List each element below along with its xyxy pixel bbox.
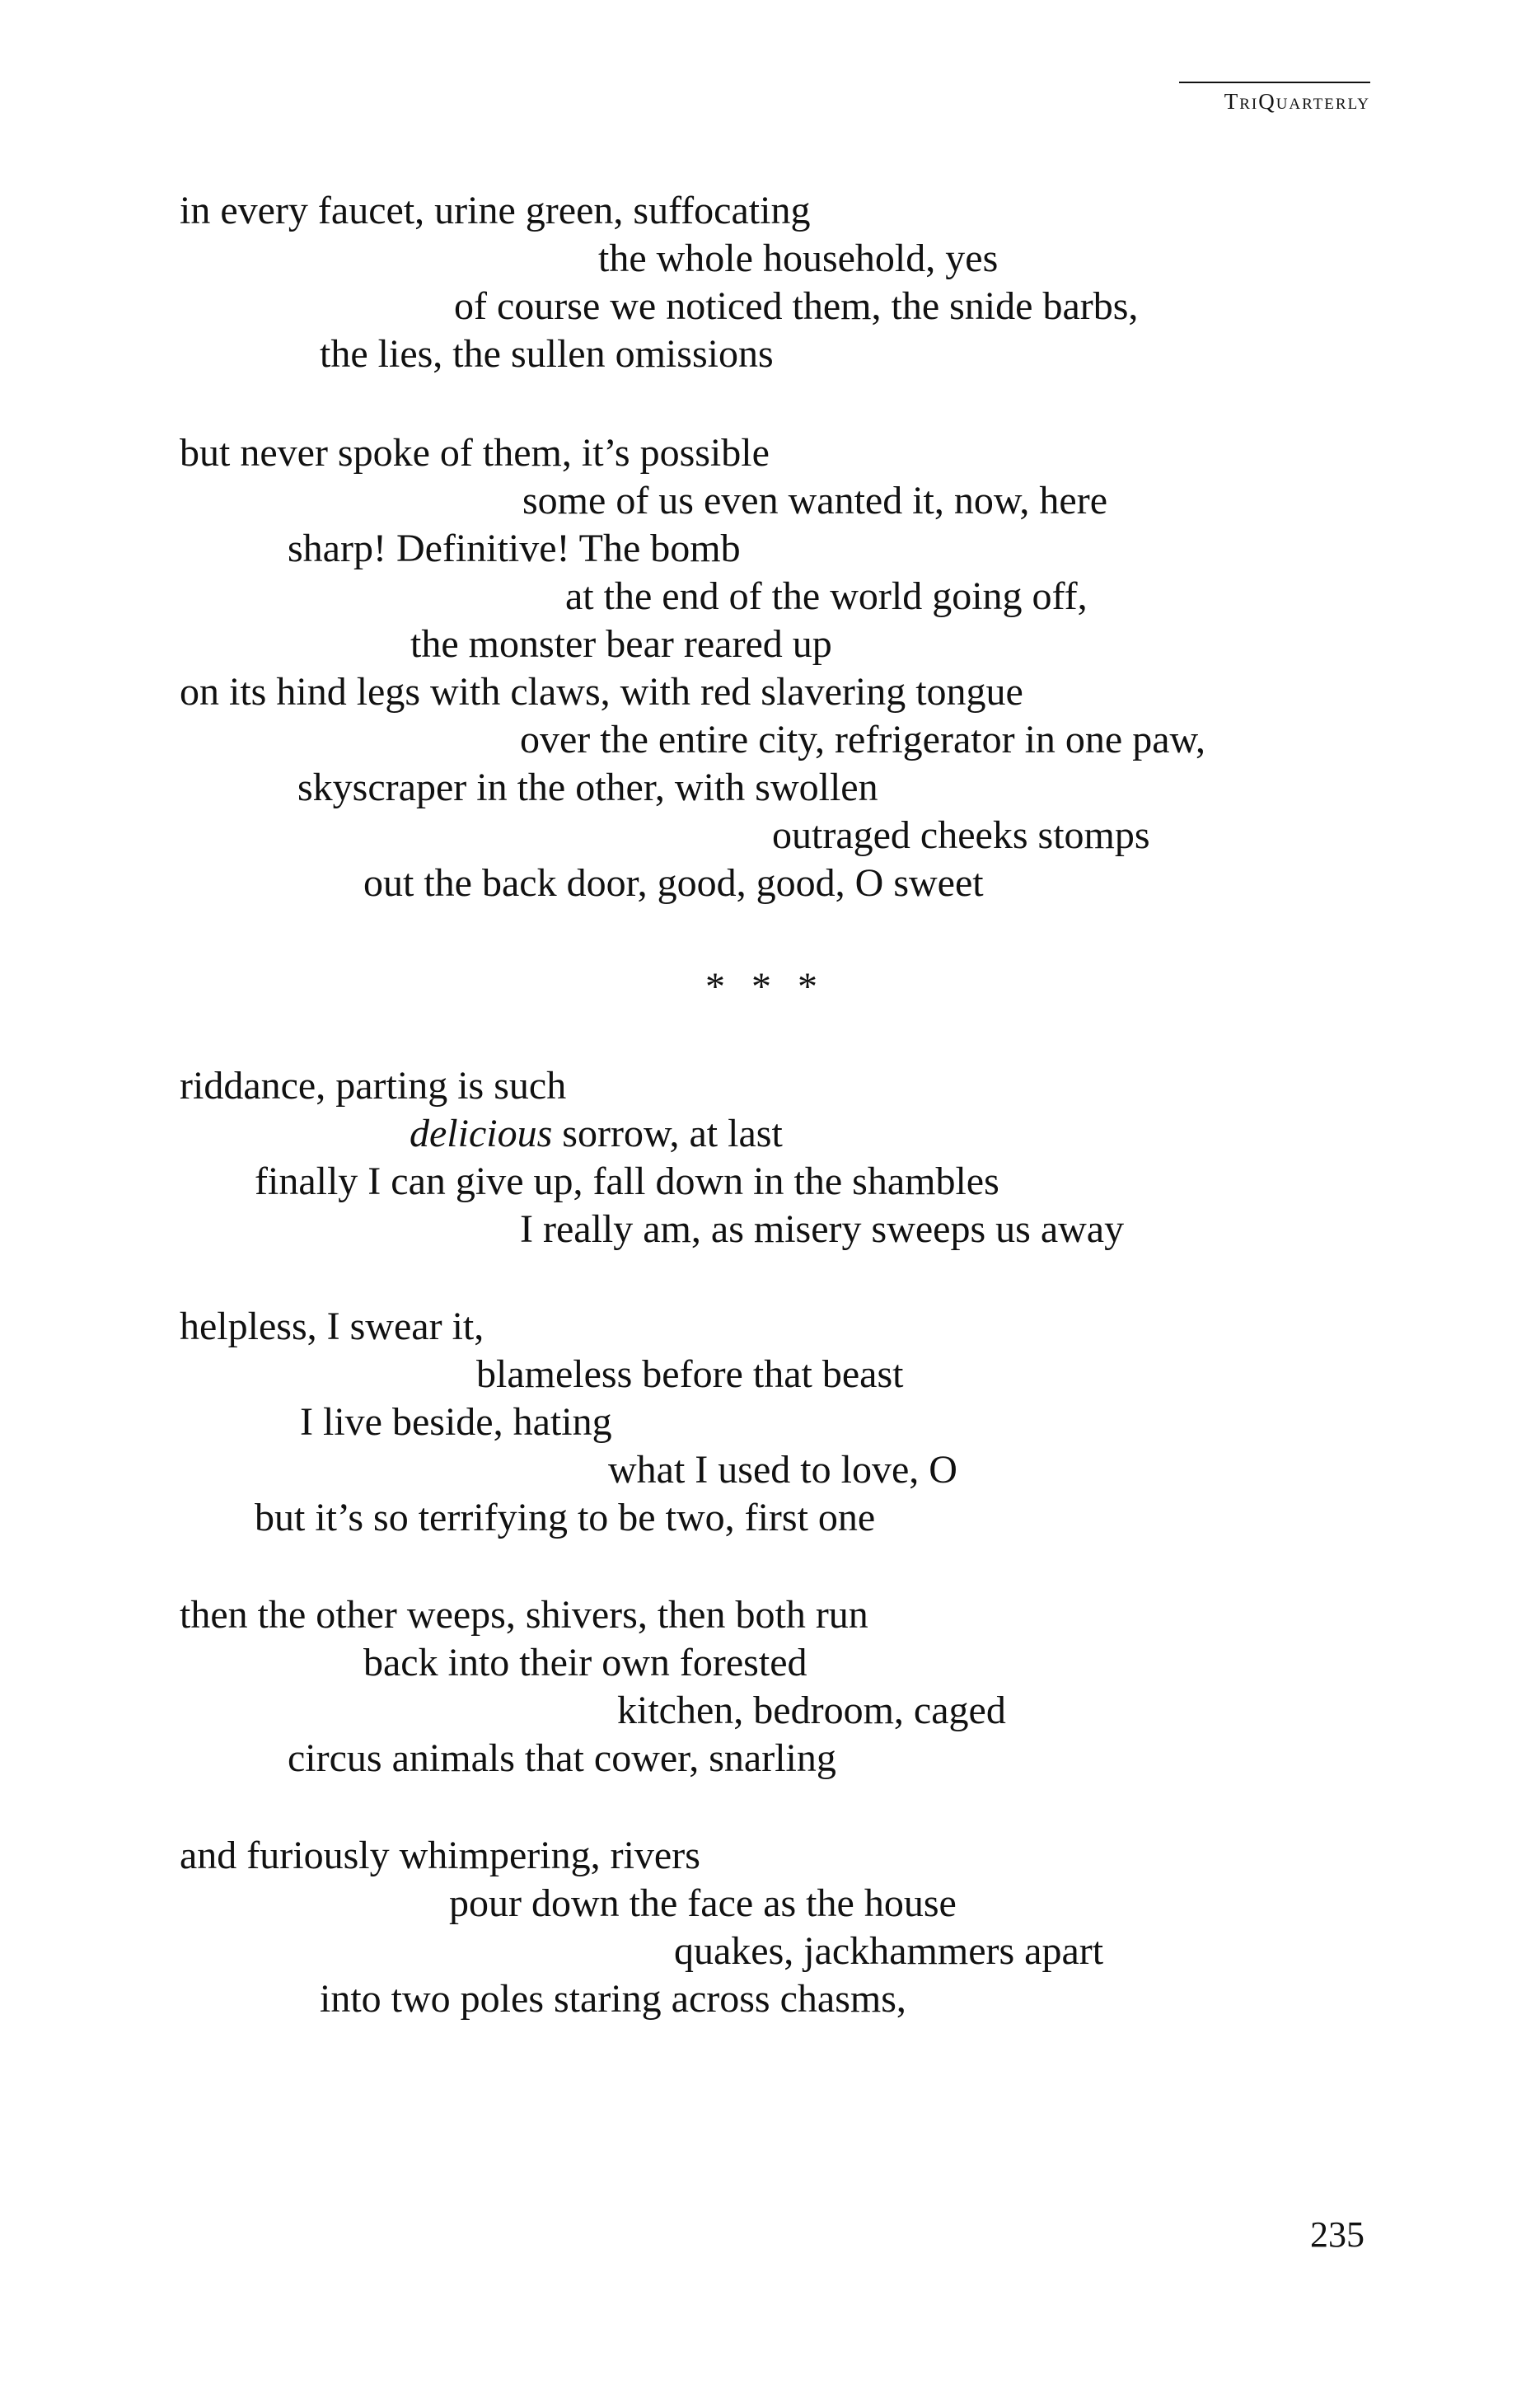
header-rule xyxy=(1179,82,1370,83)
poem-line: I live beside, hating xyxy=(300,1400,612,1444)
poem-line: outraged cheeks stomps xyxy=(772,813,1150,857)
section-break: * * * xyxy=(705,965,826,1009)
poem-line: helpless, I swear it, xyxy=(180,1305,484,1348)
poem-line: into two poles staring across chasms, xyxy=(320,1977,906,2021)
poem-line: back into their own forested xyxy=(363,1641,807,1684)
poem-line: of course we noticed them, the snide barbs, xyxy=(454,284,1139,328)
poem-line: kitchen, bedroom, caged xyxy=(617,1689,1006,1732)
poem-line: then the other weeps, shivers, then both run xyxy=(180,1593,868,1637)
poem-line: I really am, as misery sweeps us away xyxy=(520,1207,1125,1251)
poem-line: what I used to love, O xyxy=(608,1448,957,1492)
poem-line: the lies, the sullen omissions xyxy=(320,332,774,376)
poem-line xyxy=(410,1109,783,1159)
poem-line: some of us even wanted it, now, here xyxy=(522,479,1108,522)
poem-line: the whole household, yes xyxy=(598,237,999,280)
running-head: TriQuarterly xyxy=(1224,89,1370,114)
poem-line: over the entire city, refrigerator in one paw, xyxy=(520,718,1206,761)
poem-line: the monster bear reared up xyxy=(410,622,832,666)
poem-line: riddance, parting is such xyxy=(180,1064,567,1108)
poem-line: quakes, jackhammers apart xyxy=(674,1929,1104,1973)
page-number: 235 xyxy=(1310,2214,1364,2255)
poem-line: circus animals that cower, snarling xyxy=(288,1736,836,1780)
poem-line: blameless before that beast xyxy=(476,1352,904,1396)
poem-line: pour down the face as the house xyxy=(449,1881,957,1925)
poem-line: skyscraper in the other, with swollen xyxy=(297,766,878,809)
poem-line: out the back door, good, good, O sweet xyxy=(363,861,984,905)
poem-line: but never spoke of them, it’s possible xyxy=(180,431,770,475)
poem-line: on its hind legs with claws, with red slavering tongue xyxy=(180,670,1023,714)
poem-line: and furiously whimpering, rivers xyxy=(180,1834,700,1877)
emphasized-word: delicious xyxy=(410,1112,553,1155)
poem-line: finally I can give up, fall down in the shambles xyxy=(255,1159,999,1203)
poem-line: in every faucet, urine green, suffocating xyxy=(180,189,811,232)
poem-line: but it’s so terrifying to be two, first one xyxy=(255,1496,876,1539)
poem-line: sharp! Definitive! The bomb xyxy=(288,527,741,570)
poem-line: at the end of the world going off, xyxy=(565,574,1088,618)
poem-line-rest: sorrow, at last xyxy=(552,1112,783,1155)
